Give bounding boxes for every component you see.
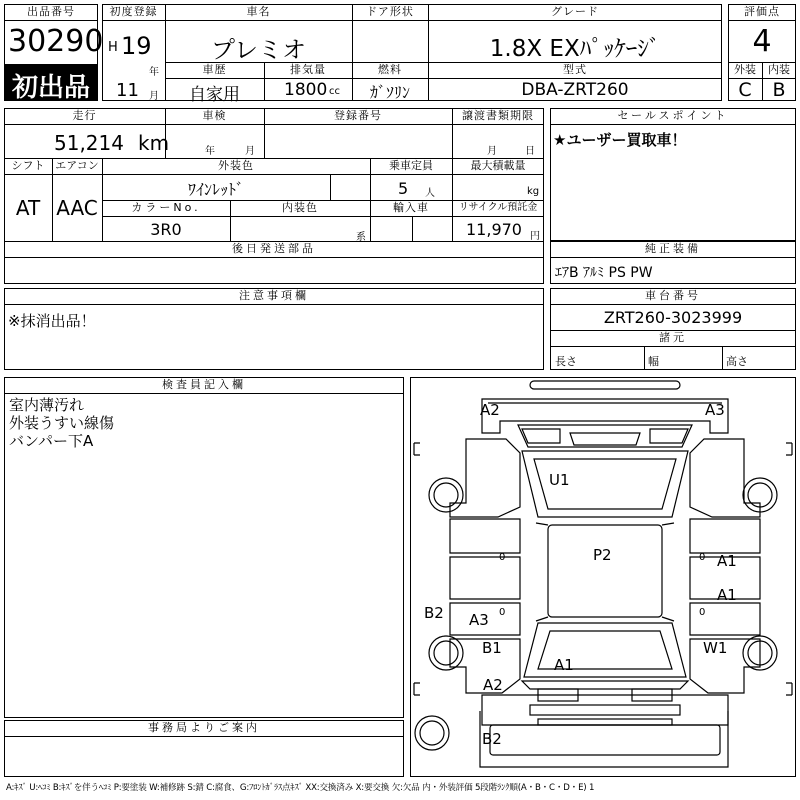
history-label: 車歴 <box>202 63 227 76</box>
mileage-label: 走行 <box>72 109 97 122</box>
inspector-line-1: 室内薄汚れ <box>9 396 85 414</box>
mark-left-door-rear: A3 <box>469 611 489 629</box>
first-reg-month: 11 <box>116 80 139 101</box>
chassis-number-label: 車台番号 <box>645 289 701 302</box>
cc-unit: cc <box>329 86 340 97</box>
aircon: AAC <box>56 196 98 220</box>
mark-rear-bumper: A2 <box>483 676 503 694</box>
car-diagram <box>410 377 796 777</box>
mark-front-left: A2 <box>480 401 500 419</box>
reg-number-label: 登録番号 <box>334 109 382 122</box>
capacity: 5 <box>398 179 409 198</box>
mark-right-door-front: A1 <box>717 552 737 570</box>
month-unit: 月 <box>149 91 159 102</box>
mark-right-rear: W1 <box>703 639 728 657</box>
rating: 4 <box>752 24 772 59</box>
first-sale-text: 初出品 <box>11 73 90 103</box>
grade-label: グレード <box>551 5 599 18</box>
inspection-year-unit: 年 <box>205 146 215 157</box>
recycle: 11,970 <box>466 220 522 239</box>
car-name-label: 車名 <box>246 5 271 18</box>
lot-number: 30290 <box>8 24 104 59</box>
history: 自家用 <box>189 85 240 105</box>
interior-label: 内装 <box>768 63 790 76</box>
genuine-equipment: ｴｱB ｱﾙﾐ PS PW <box>555 265 653 281</box>
inspector-line-2: 外装うすい線傷 <box>9 414 115 432</box>
dimensions-label: 諸元 <box>659 331 687 344</box>
grade: 1.8X EXﾊﾟｯｹｰｼﾞ <box>489 36 661 62</box>
genuine-equipment-label: 純正装備 <box>645 242 701 255</box>
ext-color-label: 外装色 <box>218 159 254 172</box>
color-no-label: カラーNo. <box>131 201 201 214</box>
recycle-label: リサイクル預託金 <box>458 202 538 213</box>
transfer-deadline-label: 譲渡書類期限 <box>462 109 534 122</box>
notes: ※抹消出品！ <box>8 312 96 330</box>
height-label: 高さ <box>726 355 748 368</box>
color-unit: 系 <box>356 232 366 243</box>
length-label: 長さ <box>555 355 577 368</box>
km-unit: km <box>138 131 170 155</box>
aircon-label: エアコン <box>55 159 99 172</box>
first-reg-label: 初度登録 <box>109 5 158 18</box>
import-label: 輸入車 <box>393 201 429 214</box>
zero-left-front: 0 <box>499 552 506 563</box>
int-color-label: 内装色 <box>282 201 318 214</box>
width-label: 幅 <box>648 355 659 368</box>
year-unit: 年 <box>149 67 159 78</box>
first-reg-year: 19 <box>121 32 152 60</box>
max-load-label: 最大積載量 <box>470 159 526 172</box>
exterior-grade: C <box>738 79 752 101</box>
zero-right-rear: 0 <box>699 607 706 618</box>
interior-grade: B <box>772 79 786 101</box>
model-code: DBA-ZRT260 <box>521 80 629 100</box>
color-no: 3R0 <box>150 220 182 239</box>
mark-left-rear: B1 <box>482 639 502 657</box>
inspection-month-unit: 月 <box>245 146 255 157</box>
lot-number-label: 出品番号 <box>27 5 75 18</box>
door-type-label: ドア形状 <box>366 5 414 18</box>
rating-label: 評価点 <box>744 5 780 18</box>
notes-label: 注意事項欄 <box>239 289 309 302</box>
capacity-unit: 人 <box>425 188 435 199</box>
mark-roof-front: U1 <box>549 471 570 489</box>
kg-unit: kg <box>527 186 540 197</box>
fuel-label: 燃料 <box>378 63 402 76</box>
exterior-label: 外装 <box>734 63 756 76</box>
inspector-notes-label: 検査員記入欄 <box>162 378 246 391</box>
displacement: 1800 <box>284 80 328 100</box>
inspector-line-3: バンパー下A <box>9 432 94 450</box>
yen-unit: 円 <box>530 231 540 242</box>
sales-point-label: セールスポイント <box>617 109 729 122</box>
inspection-label: 車検 <box>202 109 227 122</box>
era-label: H <box>108 40 118 55</box>
deadline-month-unit: 月 <box>487 146 497 157</box>
mark-right-door-rear: A1 <box>717 586 737 604</box>
model-code-label: 型式 <box>563 63 587 76</box>
mark-roof: P2 <box>593 546 612 564</box>
sales-point-box <box>550 108 796 241</box>
chassis-number: ZRT260-3023999 <box>603 308 743 327</box>
sales-point: ★ユーザー買取車！ <box>553 131 687 149</box>
mileage: 51,214 <box>54 131 124 155</box>
capacity-label: 乗車定員 <box>389 159 433 172</box>
mark-front-right: A3 <box>705 401 725 419</box>
displacement-label: 排気量 <box>290 63 326 76</box>
shift: AT <box>15 196 41 220</box>
deadline-day-unit: 日 <box>525 146 535 157</box>
mark-left-rear-quarter: B2 <box>424 604 444 622</box>
zero-right-front: 0 <box>699 552 706 563</box>
mark-rear-panel: B2 <box>482 730 502 748</box>
mark-trunk: A1 <box>554 656 574 674</box>
office-notes-label: 事務局よりご案内 <box>148 721 260 734</box>
legend: A:ｷｽﾞ U:ﾍｺﾐ B:ｷｽﾞを伴うﾍｺﾐ P:要塗装 W:補修跡 S:錆 C:腐食、G:ﾌﾛﾝﾄｶﾞﾗｽ点ｷｽﾞ XX:交換済み X:要交換 欠:欠品 内・外装評価 5段階ﾗﾝｸ順(A・B・C・D・E) 1 <box>6 783 595 793</box>
zero-left-rear: 0 <box>499 607 506 618</box>
fuel: ｶﾞｿﾘﾝ <box>369 83 410 102</box>
parts-later-label: 後日発送部品 <box>232 242 316 255</box>
shift-label: シフト <box>11 159 45 172</box>
car-name: プレミオ <box>210 36 307 64</box>
ext-color: ﾜｲﾝﾚｯﾄﾞ <box>187 180 244 199</box>
